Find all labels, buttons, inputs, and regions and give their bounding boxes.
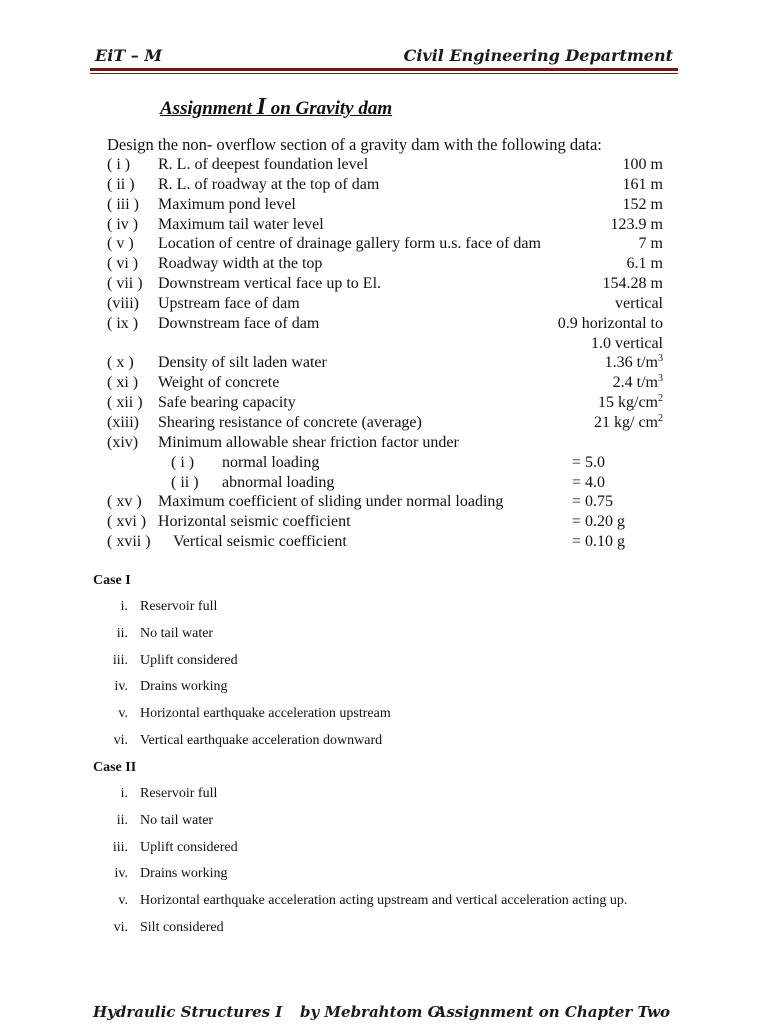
list-item-text: No tail water <box>140 626 214 641</box>
item-description: R. L. of deepest foundation level <box>158 156 369 173</box>
item-description: Location of centre of drainage gallery form u.s. face of dam <box>158 235 541 253</box>
list-item-text: Horizontal earthquake acceleration upstream <box>140 706 391 721</box>
data-row <box>107 393 663 413</box>
item-description: Maximum pond level <box>158 195 296 213</box>
roman-numeral: ii. <box>116 813 128 828</box>
list-item-text: Drains working <box>140 866 228 881</box>
data-row <box>107 532 663 552</box>
item-value <box>613 373 663 393</box>
item-value: = 0.10 g <box>572 533 626 551</box>
data-row-continuation <box>107 334 663 354</box>
list-item-text: Vertical earthquake acceleration downward <box>140 733 383 748</box>
item-value: = 0.75 <box>572 493 614 511</box>
value-text: 2.4 t/m <box>612 374 658 392</box>
item-value: 7 m <box>638 235 663 253</box>
value-exponent: 3 <box>658 353 663 365</box>
item-value: 152 m <box>622 195 663 213</box>
roman-numeral: v. <box>118 893 128 908</box>
data-row <box>107 215 663 235</box>
item-value: 100 m <box>622 156 663 173</box>
item-description: Roadway width at the top <box>158 255 323 273</box>
data-row <box>107 175 663 195</box>
data-row <box>107 234 663 254</box>
list-item-text: No tail water <box>140 813 214 828</box>
header-rule-thick <box>90 68 678 71</box>
item-description: Upstream face of dam <box>158 294 300 312</box>
roman-numeral: i. <box>120 599 128 614</box>
item-number: ( xv ) <box>107 493 142 511</box>
data-row <box>107 254 663 274</box>
header-left: EiT – M <box>95 46 163 65</box>
header-rule-thin <box>90 73 678 74</box>
item-description: Shearing resistance of concrete (average) <box>158 413 422 431</box>
value-exponent: 3 <box>658 373 663 385</box>
case-2-title: Case II <box>93 760 137 775</box>
item-description: Downstream face of dam <box>158 314 320 332</box>
list-item-text: Uplift considered <box>140 840 238 855</box>
data-row <box>107 155 663 175</box>
item-description: Weight of concrete <box>158 374 280 392</box>
item-number: ( xvii ) <box>107 533 151 551</box>
item-number: ( x ) <box>107 354 134 372</box>
subitem-number: ( i ) <box>171 453 195 471</box>
item-number: ( xvi ) <box>107 513 147 531</box>
value-exponent: 2 <box>658 412 663 424</box>
item-value: = 4.0 <box>572 473 606 491</box>
value-text: 1.36 t/m <box>604 354 658 372</box>
intro-text: Design the non- overflow section of a gravity dam with the following data: <box>107 135 602 154</box>
roman-numeral: ii. <box>116 626 128 641</box>
item-value <box>594 413 663 433</box>
item-description: R. L. of roadway at the top of dam <box>158 175 380 193</box>
item-number: (viii) <box>107 294 139 312</box>
item-value: 6.1 m <box>626 255 663 273</box>
item-value: = 0.20 g <box>572 513 626 531</box>
header-right: Civil Engineering Department <box>403 46 673 65</box>
value-text: 21 kg/ cm <box>594 413 658 431</box>
item-number: ( iii ) <box>107 195 139 213</box>
case-1-title: Case I <box>93 573 131 588</box>
subitem-description: normal loading <box>222 453 320 471</box>
list-item-text: Drains working <box>140 679 228 694</box>
item-number: ( vii ) <box>107 275 143 293</box>
value-exponent: 2 <box>658 393 663 405</box>
data-row <box>107 433 663 453</box>
list-item-text: Silt considered <box>140 920 224 935</box>
item-number: (xiii) <box>107 413 139 431</box>
item-value: vertical <box>615 294 663 312</box>
item-value: 161 m <box>622 175 663 193</box>
roman-numeral: iv. <box>114 866 128 881</box>
data-row <box>107 413 663 433</box>
item-description: Vertical seismic coefficient <box>173 533 347 551</box>
roman-numeral: iv. <box>114 679 128 694</box>
item-description: Minimum allowable shear friction factor under <box>158 433 459 451</box>
title-numeral: I <box>256 94 266 120</box>
roman-numeral: vi. <box>113 733 128 748</box>
data-row <box>107 314 663 334</box>
item-number: ( ii ) <box>107 175 135 193</box>
title-prefix: Assignment <box>160 98 257 119</box>
item-value <box>605 353 663 373</box>
item-number: ( vi ) <box>107 255 139 273</box>
footer-course: Hydraulic Structures I <box>93 1003 283 1021</box>
item-value: = 5.0 <box>572 453 606 471</box>
item-description: Density of silt laden water <box>158 354 327 372</box>
item-description: Maximum coefficient of sliding under normal loading <box>158 493 504 511</box>
item-number: ( v ) <box>107 235 134 253</box>
item-value: 0.9 horizontal to <box>557 314 663 332</box>
data-row <box>107 353 663 373</box>
roman-numeral: vi. <box>113 920 128 935</box>
item-number: ( xii ) <box>107 394 143 412</box>
list-item-text: Reservoir full <box>140 599 218 614</box>
data-row <box>107 195 663 215</box>
item-number: ( ix ) <box>107 314 139 332</box>
item-number: ( i ) <box>107 156 131 173</box>
list-item-text: Uplift considered <box>140 653 238 668</box>
title-suffix: on Gravity dam <box>265 98 393 119</box>
item-number: (xiv) <box>107 433 139 451</box>
item-value: 123.9 m <box>610 215 663 233</box>
data-row <box>107 373 663 393</box>
item-number: ( xi ) <box>107 374 139 392</box>
item-number: ( iv ) <box>107 215 139 233</box>
subitem-number: ( ii ) <box>171 473 199 491</box>
data-row <box>107 492 663 512</box>
list-item-text: Reservoir full <box>140 786 218 801</box>
data-subrow <box>107 473 663 493</box>
item-value <box>598 393 663 413</box>
list-item-text: Horizontal earthquake acceleration acting upstream and vertical acceleration acting up. <box>140 893 628 908</box>
roman-numeral: i. <box>120 786 128 801</box>
roman-numeral: iii. <box>112 840 128 855</box>
subitem-description: abnormal loading <box>222 473 335 491</box>
item-description: Horizontal seismic coefficient <box>158 513 351 531</box>
roman-numeral: iii. <box>112 653 128 668</box>
item-description: Downstream vertical face up to El. <box>158 275 382 293</box>
design-data-list <box>107 155 663 552</box>
data-row <box>107 274 663 294</box>
assignment-title <box>160 94 392 121</box>
item-value: 154.28 m <box>602 275 663 293</box>
data-row <box>107 294 663 314</box>
item-description: Safe bearing capacity <box>158 394 296 412</box>
data-subrow <box>107 453 663 473</box>
item-description: Maximum tail water level <box>158 215 324 233</box>
value-text: 15 kg/cm <box>598 394 658 412</box>
roman-numeral: v. <box>118 706 128 721</box>
item-value-continued: 1.0 vertical <box>591 334 663 352</box>
footer-assignment: Assignment on Chapter Two <box>434 1003 670 1021</box>
footer-author: by Mebrahtom G. <box>300 1003 446 1021</box>
data-row <box>107 512 663 532</box>
